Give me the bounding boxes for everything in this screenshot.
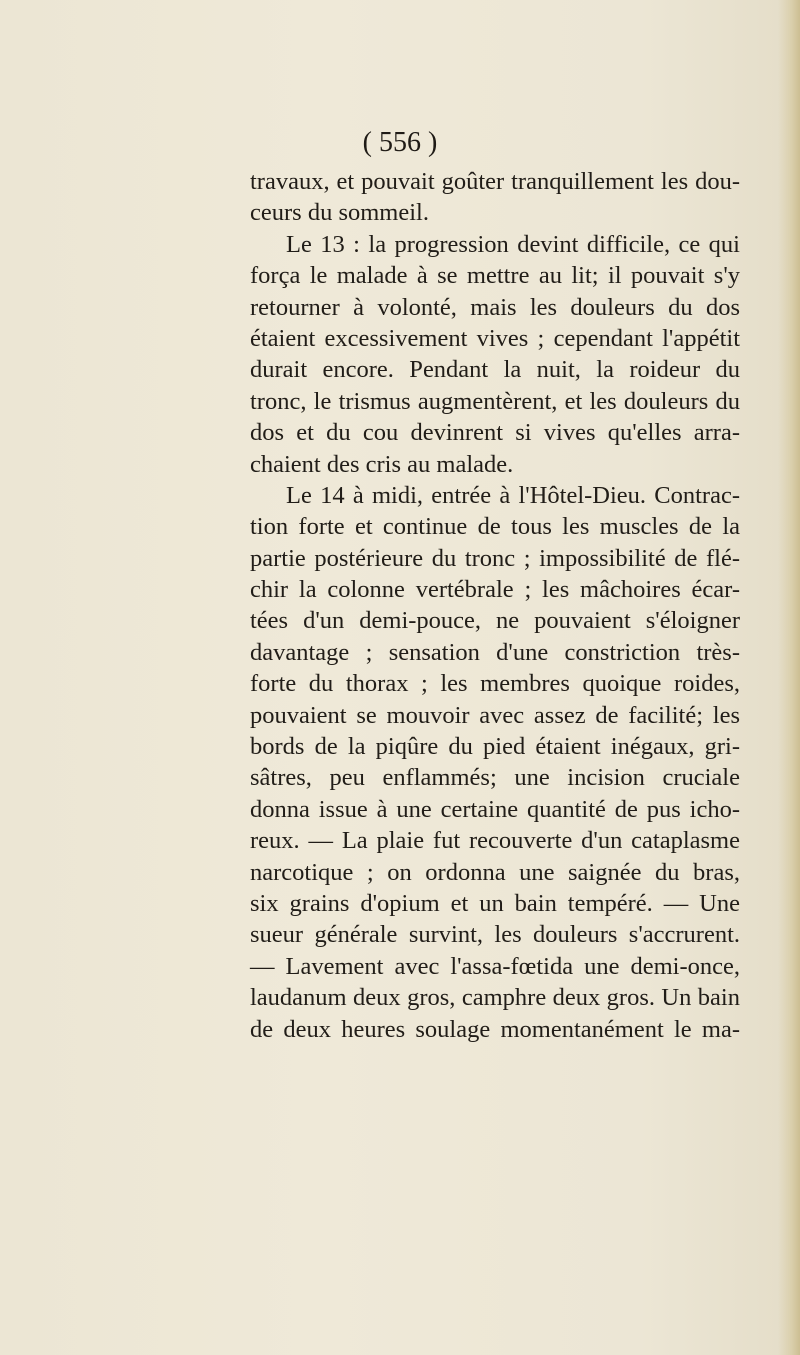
text-line: — Lavement avec l'assa-fœtida une demi-once, <box>250 952 740 980</box>
text-line: tées d'un demi-pouce, ne pouvaient s'éloigner <box>250 607 740 635</box>
text-line: travaux, et pouvait goûter tranquillement les dou- <box>250 168 740 195</box>
text-line: six grains d'opium et un bain tempéré. — Une <box>250 889 740 917</box>
text-line: sueur générale survint, les douleurs s'accrurent. <box>250 921 740 949</box>
text-line: pouvaient se mouvoir avec assez de facilité; les <box>250 701 740 729</box>
text-line: ceurs du sommeil. <box>250 199 429 227</box>
text-line: étaient excessivement vives ; cependant l'appétit <box>250 324 740 352</box>
text-line: Le 13 : la progression devint difficile, ce qui <box>286 230 740 258</box>
text-line: retourner à volonté, mais les douleurs du dos <box>250 293 740 321</box>
text-line: força le malade à se mettre au lit; il pouvait s'y <box>250 262 740 290</box>
text-line: chaient des cris au malade. <box>250 450 514 478</box>
text-line: chir la colonne vertébrale ; les mâchoires écar- <box>250 576 740 604</box>
text-line: davantage ; sensation d'une constriction très- <box>250 638 740 666</box>
text-line: reux. — La plaie fut recouverte d'un cataplasme <box>250 827 740 855</box>
text-line: partie postérieure du tronc ; impossibilité de flé- <box>250 544 740 572</box>
page-number: ( 556 ) <box>362 127 438 158</box>
text-line: forte du thorax ; les membres quoique roides, <box>250 670 740 698</box>
body-text <box>250 166 740 1045</box>
text-line: Le 14 à midi, entrée à l'Hôtel-Dieu. Contrac- <box>286 481 740 509</box>
text-line: tronc, le trismus augmentèrent, et les douleurs du <box>250 387 740 415</box>
text-line: dos et du cou devinrent si vives qu'elles arra- <box>250 419 740 447</box>
page-edge-shadow <box>778 0 800 1355</box>
text-line: durait encore. Pendant la nuit, la roideur du <box>250 356 740 384</box>
text-line: donna issue à une certaine quantité de pus icho- <box>250 795 740 823</box>
text-line: de deux heures soulage momentanément le ma- <box>250 1015 740 1043</box>
text-line: bords de la piqûre du pied étaient inégaux, gri- <box>250 733 740 761</box>
text-line: sâtres, peu enflammés; une incision cruciale <box>250 764 740 792</box>
text-line: tion forte et continue de tous les muscles de la <box>250 513 740 541</box>
text-line: narcotique ; on ordonna une saignée du bras, <box>250 858 740 886</box>
text-line: laudanum deux gros, camphre deux gros. Un bain <box>250 984 740 1012</box>
